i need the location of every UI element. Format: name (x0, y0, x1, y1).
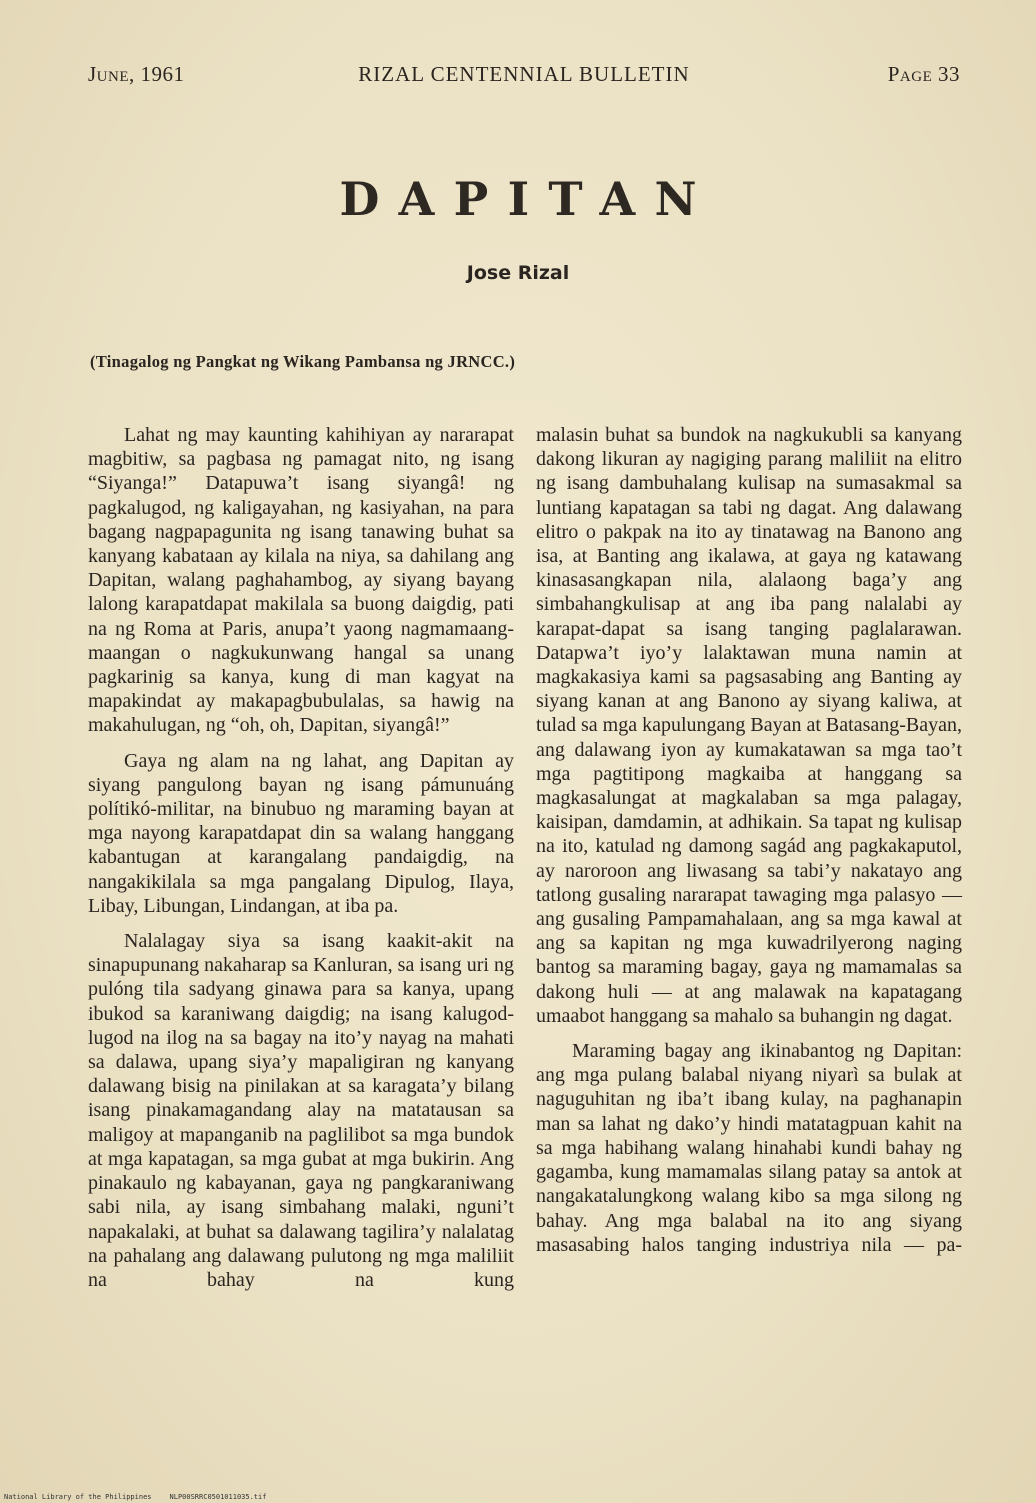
left-column (88, 423, 514, 1303)
footer-filename: NLP00SRRC0501011035.tif (169, 1493, 267, 1501)
article-author: Jose Rizal (466, 262, 570, 284)
article-title: DAPITAN (339, 172, 716, 226)
paragraph: Lahat ng may kaunting kahihiyan ay nararapat magbitiw, sa pagbasa ng pamagat nito, ng isang “Siyanga!” Datapuwa’t isang siyangâ! ng pagkalugod, ng kaligayahan, ng kasiyahan, na para bagang nagpapagunita ng isang tanawing buhat sa kanyang kabataan ay kilala na niya, sa dahilang ang Dapitan, walang paghahambog, ay siyang bayang lalong karapatdapat makilala sa buong daigdig, pati na ng Roma at Paris, anupa’t yaong nagmamaang-maangan o nagkukunwang hangal sa unang pagkarinig sa kanya, kung di man kagyat na mapakindat ay makapagbubulalas, sa hawig na makahulugan, ng “oh, oh, Dapitan, siyangâ!” (88, 424, 514, 737)
paragraph: malasin buhat sa bundok na nagkukubli sa kanyang dakong likuran ay nagiging parang maliliit na elitro ng isang dambuhalang kulisap na sumasakmal sa luntiang kapatagan sa tabi ng dagat. Ang dalawang elitro o pakpak na ito ay tinatawag na Banono ang isa, at Banting ang ikalawa, at gaya ng katawang kinasasangkapan nila, alalaong baga’y ang simbahangkulisap at ang iba pang nalalabi ay karapat-dapat sa isang tanging paglalarawan. Datapwa’t iyo’y lalaktawan muna namin at magkakasiya kami sa pagsasabing ang Banting ay siyang kanan at ang Banono ay siyang kaliwa, at tulad sa mga kapulungang Bayan at Batasang-Bayan, ang dalawang iyon ay kumakatawan sa mga tao’t mga pagtitipong magkaiba at hanggang sa magkasalungat at magkalaban sa mga palagay, kaisipan, damdamin, at adhikain. Sa tapat ng kulisap na ito, katulad ng damong sagád ang pagkakaputol, ay naroroon ang liwasang sa tabi’y nakatayo ang tatlong gusaling nararapat tawaging mga palasyo — ang gusaling Pampamahalaan, ang sa mga kawal at ang sa kapitan ng mga kuwadrilyerong naging bantog sa maraming bagay, gaya ng mamamalas sa dakong huli — at ang malawak na kapatagang umaabot hanggang sa mahalo sa buhangin ng dagat. (536, 424, 962, 1027)
header-page-number: Page 33 (887, 62, 960, 86)
translation-credit: (Tinagalog ng Pangkat ng Wikang Pambansa ng JRNCC.) (90, 352, 516, 371)
running-header (88, 62, 960, 92)
paragraph: Nalalagay siya sa isang kaakit-akit na sinapupunang nakaharap sa Kanluran, sa isang uri ng pulóng tila sadyang ginawa para sa kanya, upang ibukod sa karaniwang daigdig; na isang kalugod-lugod na ilog na sa bagay na ito’y nayag na mahati sa dalawa, upang siya’y mapaligiran ng kanyang dalawang bisig na pinilakan at sa karagata’y bilang isang pinakamagandang alay na matatausan sa maligoy at mapanganib na paglilibot sa mga bundok at mga kapatagan, sa mga gubat at mga bukirin. Ang pinakaulo ng kabayanan, gaya ng pangkaraniwang sabi nila, ay isang simbahang malaki, nguni’t napakalaki, at buhat sa dalawang tagilira’y nalalatag na pahalang ang dalawang pulutong ng mga maliliit na bahay na kung (88, 930, 514, 1291)
header-date: June, 1961 (88, 62, 185, 86)
footer-library: National Library of the Philippines (4, 1493, 152, 1501)
header-publication: RIZAL CENTENNIAL BULLETIN (358, 62, 690, 86)
paragraph: Gaya ng alam na ng lahat, ang Dapitan ay siyang pangulong bayan ng isang pámunuáng polítikó-militar, na binubuo ng maraming bayan at mga nayong karapatdapat din sa walang hanggang kabantugan at karangalang pandaigdig, na nangakikilala sa mga pangalang Dipulog, Ilaya, Libay, Libungan, Lindangan, at iba pa. (88, 749, 514, 917)
paragraph: Maraming bagay ang ikinabantog ng Dapitan: ang mga pulang balabal niyang niyarì sa bulak at naguguhitan ng iba’t ibang kulay, na paghanapin man sa lahat ng dako’y hindi matatagpuan kahit na sa mga habihang walang hinahabi kundi bahay ng gagamba, kung mamamalas silang patay sa antok at nangakatalungkong walang kibo sa mga silong ng bahay. Ang mga balabal na ito ang siyang masasabing halos tanging industriya nila — pa- (536, 1040, 962, 1256)
right-column (536, 423, 962, 1268)
scan-footer (4, 1493, 284, 1501)
